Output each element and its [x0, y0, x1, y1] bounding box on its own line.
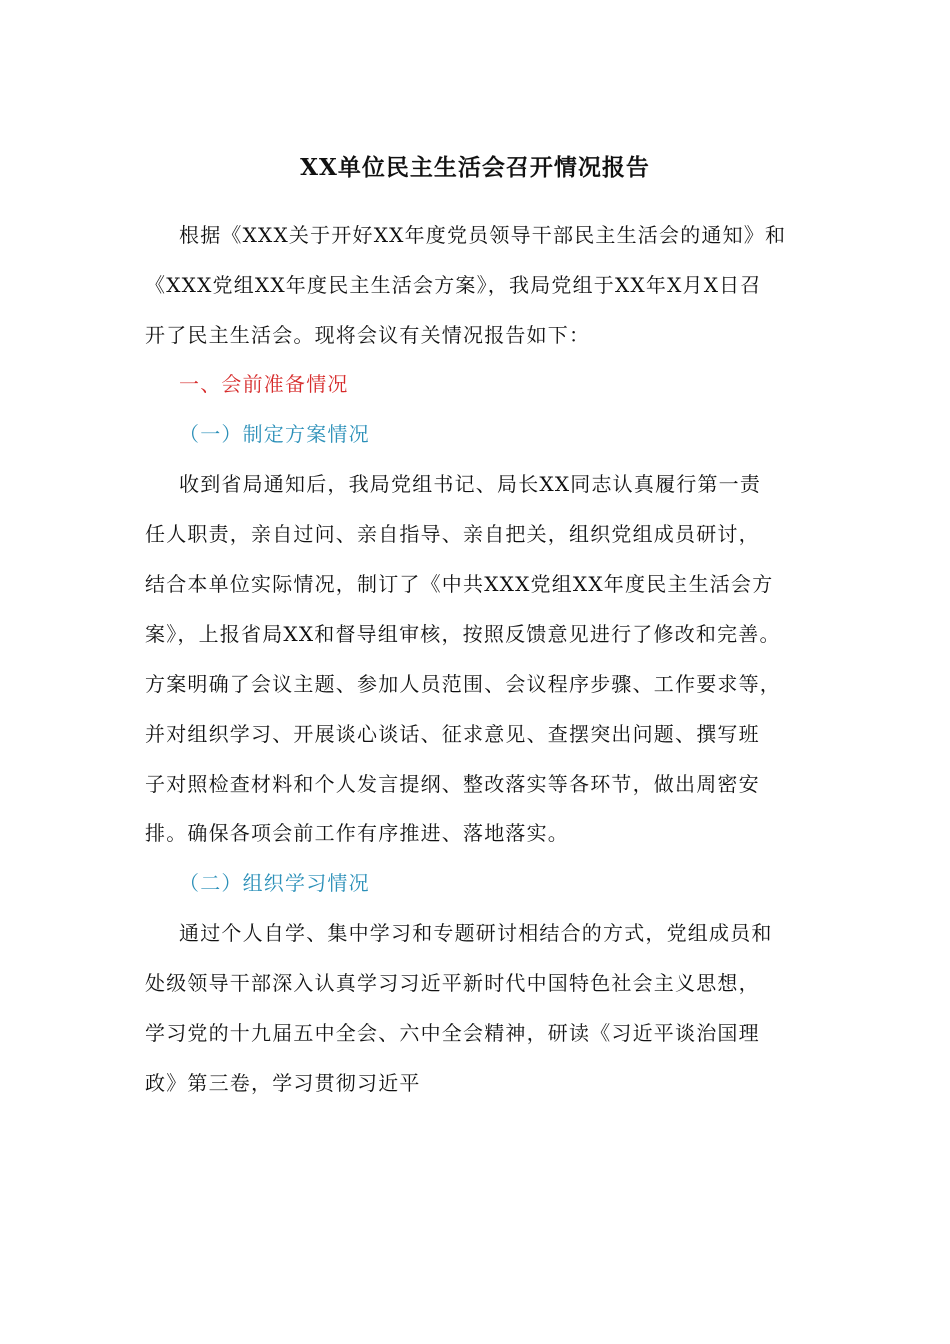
paragraph-line: 处级领导干部深入认真学习习近平新时代中国特色社会主义思想， [145, 971, 760, 995]
paragraph-line: 学习党的十九届五中全会、六中全会精神，研读《习近平谈治国理 [145, 1021, 760, 1045]
document-title: XX单位民主生活会召开情况报告 [300, 154, 650, 181]
paragraph-line: 排。确保各项会前工作有序推进、落地落实。 [145, 821, 569, 845]
paragraph-line: 结合本单位实际情况，制订了《中共XXX党组XX年度民主生活会方 [145, 572, 774, 596]
subsection-heading-2: （二）组织学习情况 [179, 871, 370, 895]
paragraph-line: 政》第三卷，学习贯彻习近平 [145, 1071, 421, 1095]
paragraph-line: 子对照检查材料和个人发言提纲、整改落实等各环节，做出周密安 [145, 772, 760, 796]
intro-line-2: 《XXX党组XX年度民主生活会方案》，我局党组于XX年X月X日召 [145, 273, 762, 297]
intro-line-3: 开了民主生活会。现将会议有关情况报告如下： [145, 323, 591, 347]
paragraph-line: 案》，上报省局XX和督导组审核，按照反馈意见进行了修改和完善。 [145, 622, 781, 646]
section-heading-1: 一、会前准备情况 [179, 372, 349, 396]
subsection-heading-1: （一）制定方案情况 [179, 422, 370, 446]
paragraph-line: 任人职责，亲自过问、亲自指导、亲自把关，组织党组成员研讨， [145, 522, 760, 546]
paragraph-line: 收到省局通知后，我局党组书记、局长XX同志认真履行第一责 [179, 472, 762, 496]
paragraph-line: 并对组织学习、开展谈心谈话、征求意见、查摆突出问题、撰写班 [145, 722, 760, 746]
paragraph-line: 通过个人自学、集中学习和专题研讨相结合的方式，党组成员和 [179, 921, 773, 945]
paragraph-line: 方案明确了会议主题、参加人员范围、会议程序步骤、工作要求等， [145, 672, 781, 696]
intro-line-1: 根据《XXX关于开好XX年度党员领导干部民主生活会的通知》和 [179, 223, 787, 247]
